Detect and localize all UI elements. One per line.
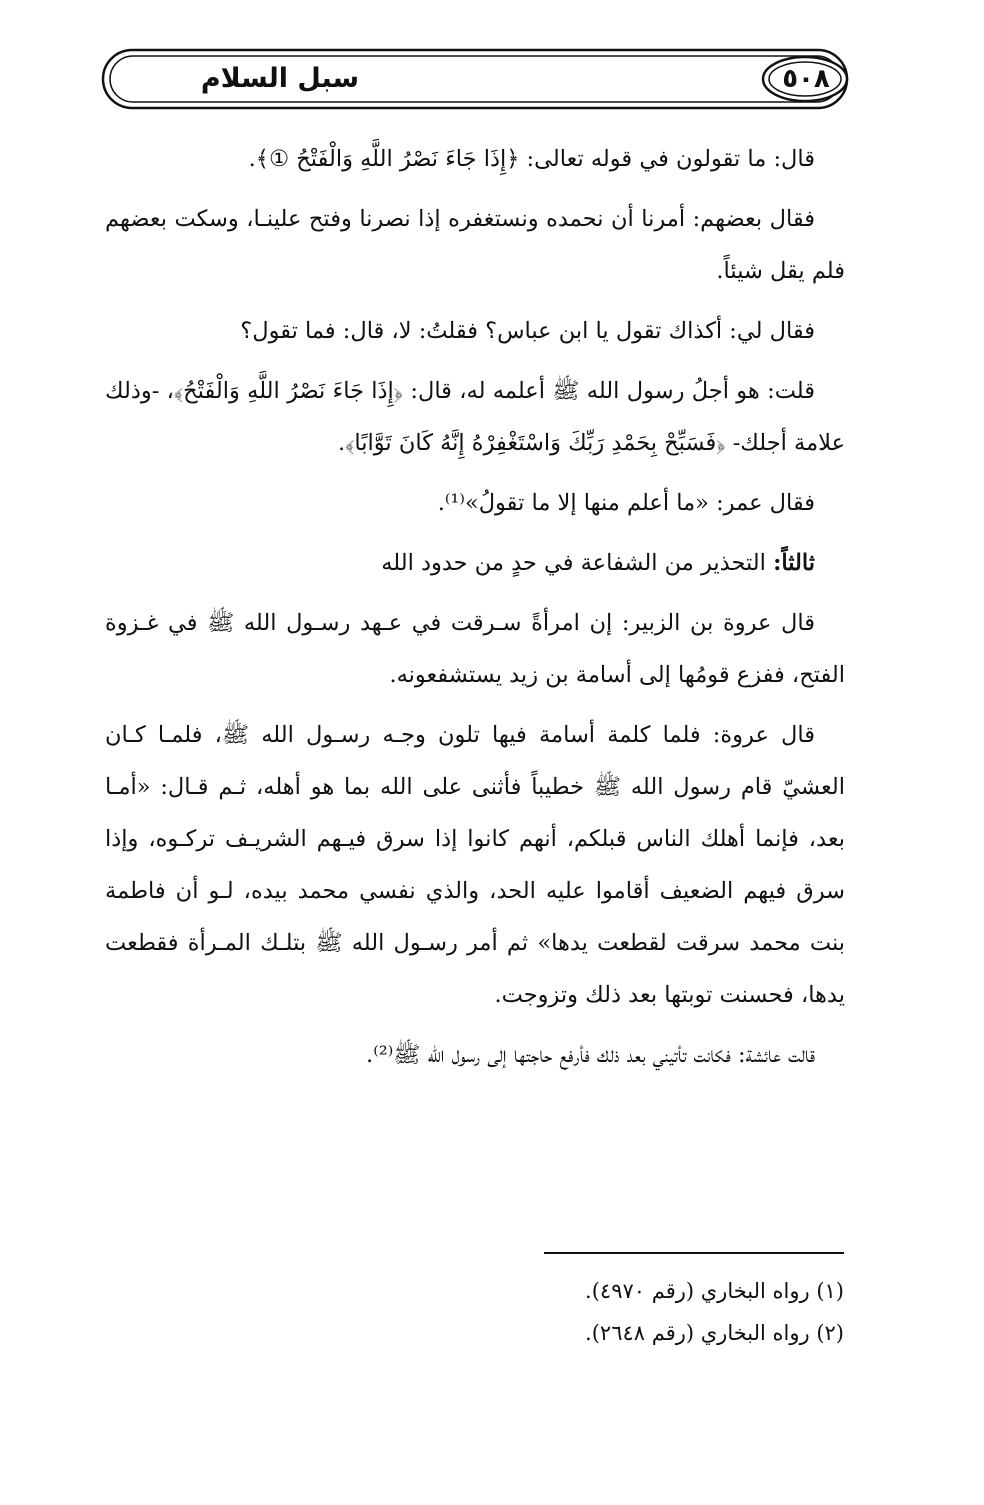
page-header bbox=[100, 44, 850, 114]
paragraph-8: قالت عائشة: فكانت تأتيني بعد ذلك فأرفع حاجتها إلى رسول الله ﷺ⁽²⁾. bbox=[366, 1042, 815, 1068]
footnote-2: (٢) رواه البخاري (رقم ٢٦٤٨). bbox=[585, 1321, 844, 1345]
paragraph-2: فقال بعضهم: أمرنا أن نحمده ونستغفره إذا نصرنا وفتح علينـا، وسكت بعضهم فلم يقل شيئاً. bbox=[105, 206, 845, 284]
paragraph-4: قلت: هو أجلُ رسول الله ﷺ أعلمه له، قال: ﴿إِذَا جَاءَ نَصْرُ اللَّهِ وَالْفَتْحُ﴾، -وذلك علامة أجلك- ﴿فَسَبِّحْ بِحَمْدِ رَبِّكَ وَاسْتَغْفِرْهُ إِنَّهُ كَانَ تَوَّابًا﴾. bbox=[105, 378, 845, 456]
footnote-divider bbox=[544, 1252, 844, 1254]
section-heading-text: التحذير من الشفاعة في حدٍ من حدود الله bbox=[381, 550, 774, 576]
footnote-1: (١) رواه البخاري (رقم ٤٩٧٠). bbox=[585, 1279, 844, 1303]
paragraph-5: فقال عمر: «ما أعلم منها إلا ما تقولُ»⁽¹⁾. bbox=[437, 490, 815, 516]
book-title: سبل السلام bbox=[200, 63, 360, 94]
paragraph-7: قال عروة: فلما كلمة أسامة فيها تلون وجـه رسـول الله ﷺ، فلمـا كـان العشيّ قام رسول الله ﷺ خطيباً فأثنى على الله بما هو أهله، ثـم قـال: «أمـا بعد، فإنما أهلك الناس قبلكم، أنهم كانوا إذا سرق فيـهم الشريـف تركـوه، وإذا سرق فيهم الضعيف أقاموا عليه الحد، والذي نفسي محمد بيده، لـو أن فاطمة بنت محمد سرقت لقطعت يدها» ثم أمر رسـول الله ﷺ بتلـك المـرأة فقطعت يدها، فحسنت توبتها بعد ذلك وتزوجت. bbox=[105, 722, 845, 1008]
paragraph-1: قال: ما تقولون في قوله تعالى: ﴿إِذَا جَاءَ نَصْرُ اللَّهِ وَالْفَتْحُ ①﴾. bbox=[248, 146, 815, 172]
page-body bbox=[105, 133, 845, 1089]
paragraph-3: فقال لي: أكذاك تقول يا ابن عباس؟ فقلتُ: لا، قال: فما تقول؟ bbox=[240, 318, 815, 344]
footnotes bbox=[244, 1270, 844, 1354]
page-number: ٥٠٨ bbox=[782, 64, 830, 94]
section-heading-lead: ثالثاً: bbox=[773, 550, 815, 576]
section-heading bbox=[105, 537, 845, 589]
paragraph-6: قال عروة بن الزبير: إن امرأةً سـرقت في عـهد رسـول الله ﷺ في غـزوة الفتح، ففزع قومُها إلى أسامة بن زيد يستشفعونه. bbox=[105, 610, 845, 688]
